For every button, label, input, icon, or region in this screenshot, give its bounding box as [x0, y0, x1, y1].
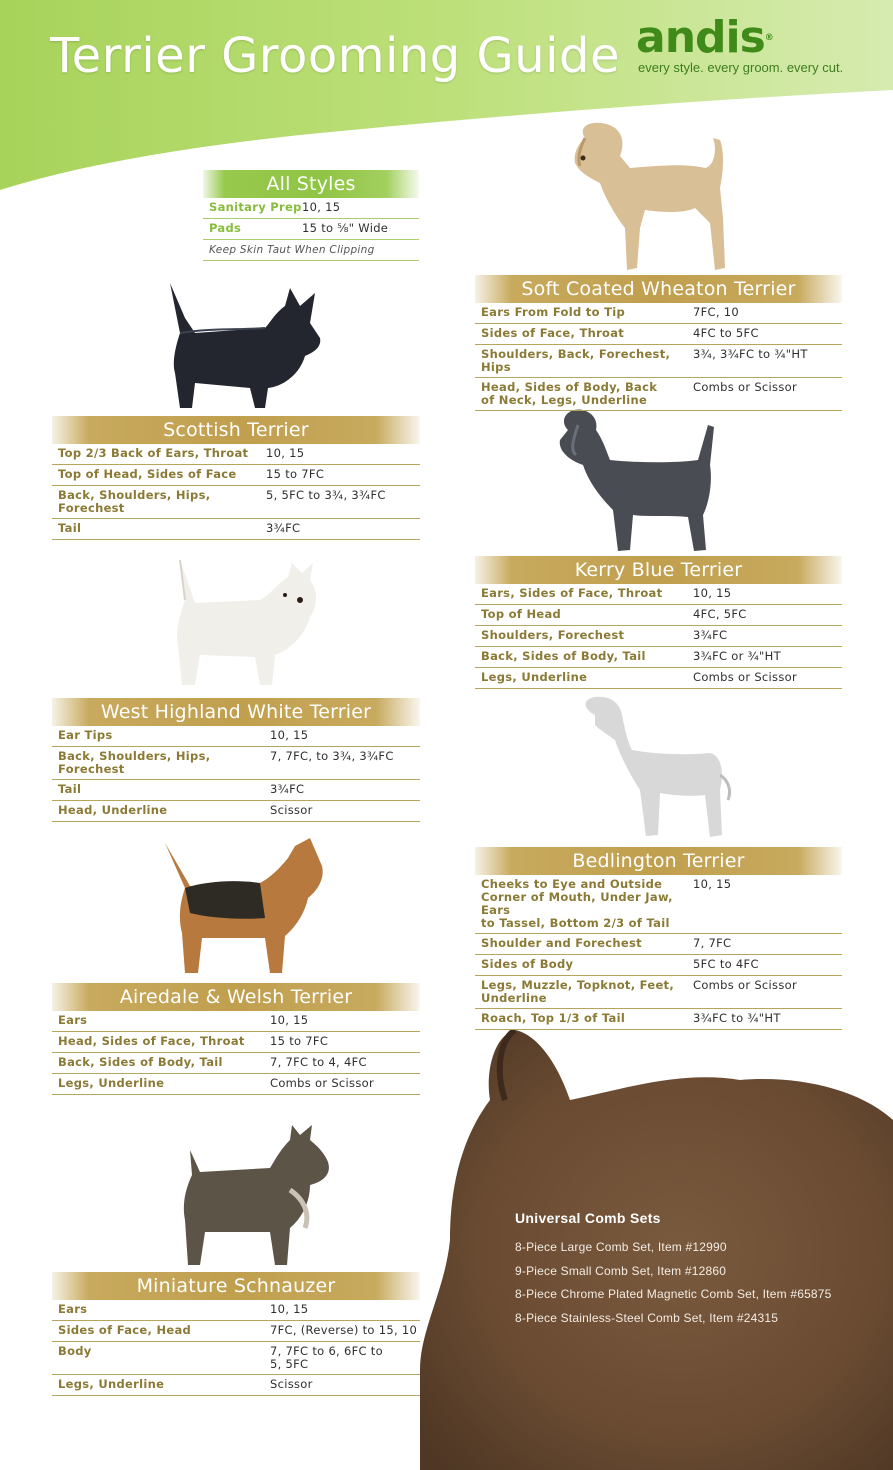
table-row [52, 1375, 420, 1396]
airedale-welsh-terrier-title: Airedale & Welsh Terrier [52, 983, 420, 1011]
kerry-blue-terrier-section [475, 556, 842, 689]
all-styles-section [203, 170, 419, 261]
row-label: Back, Sides of Body, Tail [481, 649, 646, 663]
scottish-terrier-section [52, 416, 420, 540]
row-value: 10, 15 [270, 1302, 309, 1316]
row-label: Top 2/3 Back of Ears, Throat [58, 446, 249, 460]
row-value: 3¾FC [270, 782, 305, 796]
comb-sets-title: Universal Comb Sets [515, 1210, 661, 1226]
table-row [52, 1300, 420, 1321]
airedale-welsh-terrier-section [52, 983, 420, 1095]
row-value: 5, 5FC to 3¾, 3¾FC [266, 488, 386, 502]
table-row [475, 976, 842, 1009]
row-value: 3¾FC [266, 521, 301, 535]
table-row [475, 934, 842, 955]
row-label: Head, Sides of Face, Throat [58, 1034, 245, 1048]
row-label: Sides of Face, Head [58, 1323, 192, 1337]
miniature-schnauzer-photo [160, 1120, 335, 1270]
row-value: 7, 7FC to 4, 4FC [270, 1055, 367, 1069]
row-label: Top of Head [481, 607, 562, 621]
scottish-terrier-photo [160, 278, 330, 414]
west-highland-white-terrier-photo [160, 555, 330, 695]
table-row [52, 801, 420, 822]
comb-set-item: 9-Piece Small Comb Set, Item #12860 [515, 1263, 727, 1278]
row-label: Ear Tips [58, 728, 113, 742]
soft-coated-wheaton-terrier-title: Soft Coated Wheaton Terrier [475, 275, 842, 303]
row-label: Legs, Underline [58, 1076, 165, 1090]
all-styles-title: All Styles [203, 170, 419, 198]
row-label: Head, Sides of Body, Back of Neck, Legs, Underline [481, 380, 658, 407]
row-value: 7, 7FC, to 3¾, 3¾FC [270, 749, 394, 763]
airedale-terrier-photo [160, 828, 330, 980]
row-label: Legs, Underline [58, 1377, 165, 1391]
brand-tagline: every style. every groom. every cut. [638, 60, 844, 75]
row-label: Ears [58, 1302, 88, 1316]
table-row [52, 1032, 420, 1053]
brand-name: andis [636, 12, 765, 63]
row-label: Sanitary Prep [209, 200, 302, 214]
row-value: 10, 15 [302, 200, 341, 214]
row-label: Cheeks to Eye and Outside Corner of Mouth, Under Jaw, Ears to Tassel, Bottom 2/3 of Tail [481, 877, 673, 930]
row-label: Back, Shoulders, Hips, Forechest [58, 749, 211, 776]
table-row [475, 647, 842, 668]
row-value: 5FC to 4FC [693, 957, 759, 971]
table-row [475, 875, 842, 934]
table-row [475, 378, 842, 411]
kerry-blue-terrier-photo [548, 405, 728, 553]
comb-set-item: 8-Piece Stainless-Steel Comb Set, Item #24315 [515, 1310, 779, 1325]
table-row [52, 1053, 420, 1074]
row-label: Tail [58, 521, 82, 535]
row-label: Top of Head, Sides of Face [58, 467, 237, 481]
row-value: Combs or Scissor [693, 978, 797, 992]
table-row [52, 519, 420, 540]
row-value: Scissor [270, 1377, 313, 1391]
row-label: Shoulders, Forechest [481, 628, 625, 642]
row-label: Shoulders, Back, Forechest, Hips [481, 347, 671, 374]
row-label: Tail [58, 782, 82, 796]
bedlington-terrier-section [475, 847, 842, 1030]
row-value: 7FC, 10 [693, 305, 740, 319]
row-label: Head, Underline [58, 803, 168, 817]
row-label: Back, Sides of Body, Tail [58, 1055, 223, 1069]
miniature-schnauzer-title: Miniature Schnauzer [52, 1272, 420, 1300]
row-value: 15 to 7FC [266, 467, 325, 481]
row-value: 3¾FC [693, 628, 728, 642]
row-label: Roach, Top 1/3 of Tail [481, 1011, 626, 1025]
row-label: Sides of Body [481, 957, 574, 971]
kerry-blue-terrier-title: Kerry Blue Terrier [475, 556, 842, 584]
row-value: 7, 7FC to 6, 6FC to 5, 5FC [270, 1344, 383, 1371]
all-styles-note: Keep Skin Taut When Clipping [203, 240, 419, 261]
soft-coated-wheaton-terrier-section [475, 275, 842, 411]
row-label: Ears, Sides of Face, Throat [481, 586, 663, 600]
table-row [475, 584, 842, 605]
table-row [475, 303, 842, 324]
bedlington-terrier-photo [570, 695, 740, 843]
table-row [52, 747, 420, 780]
table-row [203, 219, 419, 240]
row-value: Combs or Scissor [693, 380, 797, 394]
row-label: Shoulder and Forechest [481, 936, 642, 950]
row-label: Ears From Fold to Tip [481, 305, 626, 319]
table-row [52, 1011, 420, 1032]
table-row [475, 324, 842, 345]
andis-logo: andis® every style. every groom. every cut. [636, 12, 846, 75]
table-row [475, 955, 842, 976]
row-label: Sides of Face, Throat [481, 326, 625, 340]
row-value: 4FC, 5FC [693, 607, 747, 621]
west-highland-white-terrier-title: West Highland White Terrier [52, 698, 420, 726]
soft-coated-wheaton-terrier-photo [545, 118, 745, 276]
scottish-terrier-title: Scottish Terrier [52, 416, 420, 444]
row-value: 3¾, 3¾FC to ¾"HT [693, 347, 808, 361]
row-label: Legs, Muzzle, Topknot, Feet, Underline [481, 978, 675, 1005]
row-label: Ears [58, 1013, 88, 1027]
row-value: 15 to ⅝" Wide [302, 221, 389, 235]
row-label: Back, Shoulders, Hips, Forechest [58, 488, 211, 515]
comb-set-item: 8-Piece Large Comb Set, Item #12990 [515, 1240, 727, 1254]
row-value: 10, 15 [270, 728, 309, 742]
table-row [475, 605, 842, 626]
row-label: Body [58, 1344, 92, 1358]
table-row [52, 1074, 420, 1095]
row-value: 10, 15 [270, 1013, 309, 1027]
miniature-schnauzer-section [52, 1272, 420, 1396]
row-value: 3¾FC or ¾"HT [693, 649, 781, 663]
comb-set-item: 8-Piece Chrome Plated Magnetic Comb Set, Item #65875 [515, 1287, 832, 1301]
comb-sets-panel [515, 1210, 832, 1334]
table-row [52, 1342, 420, 1375]
table-row [475, 626, 842, 647]
table-row [52, 726, 420, 747]
table-row [475, 1009, 842, 1030]
table-row [52, 780, 420, 801]
row-label: Legs, Underline [481, 670, 588, 684]
table-row [52, 465, 420, 486]
row-value: 10, 15 [693, 877, 732, 891]
table-row [475, 345, 842, 378]
table-row [52, 486, 420, 519]
bedlington-terrier-title: Bedlington Terrier [475, 847, 842, 875]
west-highland-white-terrier-section [52, 698, 420, 822]
row-label: Pads [209, 221, 242, 235]
row-value: Combs or Scissor [270, 1076, 374, 1090]
row-value: Scissor [270, 803, 313, 817]
table-row [52, 1321, 420, 1342]
table-row [52, 444, 420, 465]
row-value: 4FC to 5FC [693, 326, 759, 340]
table-row [475, 668, 842, 689]
row-value: Combs or Scissor [693, 670, 797, 684]
row-value: 10, 15 [693, 586, 732, 600]
page-title: Terrier Grooming Guide [50, 28, 620, 84]
row-value: 10, 15 [266, 446, 305, 460]
row-value: 7FC, (Reverse) to 15, 10 [270, 1323, 418, 1337]
row-value: 3¾FC to ¾"HT [693, 1011, 781, 1025]
table-row [203, 198, 419, 219]
row-value: 7, 7FC [693, 936, 732, 950]
row-value: 15 to 7FC [270, 1034, 329, 1048]
